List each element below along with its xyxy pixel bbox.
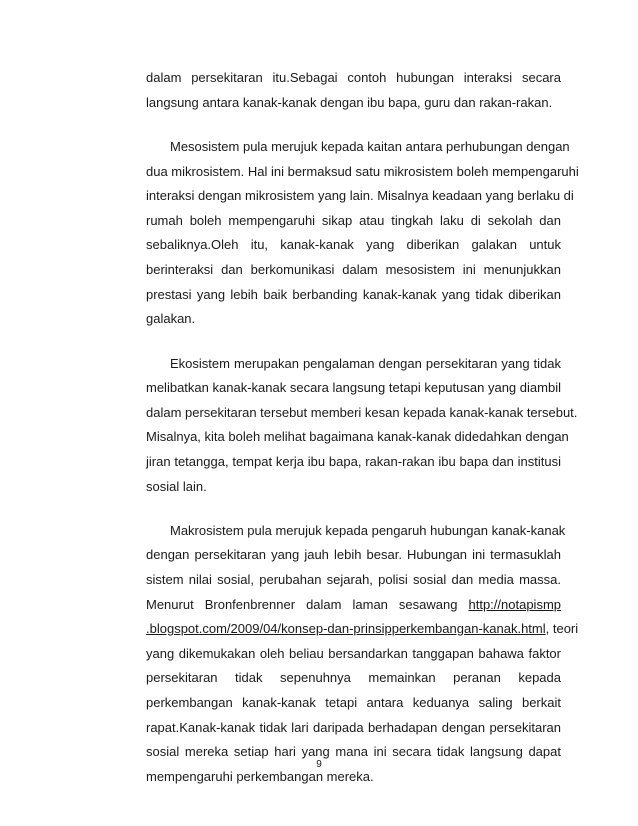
text-line: prestasi yang lebih baik berbanding kanak-kanak yang tidak diberikan — [146, 286, 561, 302]
text-line: sosial lain. — [146, 478, 207, 494]
text-line — [146, 593, 561, 618]
text-line: dua mikrosistem. Hal ini bermaksud satu mikrosistem boleh mempengaruhi — [146, 163, 579, 179]
text-line: dalam persekitaran tersebut memberi kesan kepada kanak-kanak tersebut. — [146, 404, 578, 420]
text-line: sebaliknya.Oleh itu, kanak-kanak yang diberikan galakan untuk — [146, 237, 561, 253]
text-line: Makrosistem pula merujuk kepada pengaruh hubungan kanak-kanak — [170, 522, 566, 538]
text-line: sistem nilai sosial, perubahan sejarah, polisi sosial dan media massa. — [146, 572, 561, 588]
page-number: 9 — [316, 759, 322, 770]
text-line: dengan persekitaran yang jauh lebih besar. Hubungan ini termasuklah — [146, 547, 561, 563]
text-line: dalam persekitaran itu.Sebagai contoh hubungan interaksi secara — [146, 70, 561, 85]
reference-url-link-part1[interactable]: http://notapismp — [468, 596, 561, 612]
text-line: Mesosistem pula merujuk kepada kaitan antara perhubungan dengan — [170, 138, 570, 154]
text-line: rapat.Kanak-kanak tidak lari daripada berhadapan dengan persekitaran — [146, 719, 561, 735]
text-line: jiran tetangga, tempat kerja ibu bapa, rakan-rakan ibu bapa dan institusi — [146, 453, 561, 469]
text-line: Misalnya, kita boleh melihat bagaimana kanak-kanak didedahkan dengan — [146, 429, 569, 445]
text-line: sosial mereka setiap hari yang mana ini secara tidak langsung dapat — [146, 744, 561, 760]
body-text — [146, 66, 579, 789]
text-segment: , teori — [545, 621, 579, 637]
text-segment: Menurut Bronfenbrenner dalam laman sesawang — [146, 596, 469, 612]
text-line: perkembangan kanak-kanak tetapi antara keduanya saling berkait — [146, 695, 561, 711]
text-line — [146, 617, 579, 642]
text-line: langsung antara kanak-kanak dengan ibu bapa, guru dan rakan-rakan. — [146, 94, 553, 110]
text-line: melibatkan kanak-kanak secara langsung tetapi keputusan yang diambil — [146, 380, 561, 396]
text-line: mempengaruhi perkembangan mereka. — [146, 768, 374, 784]
text-line: rumah boleh mempengaruhi sikap atau tingkah laku di sekolah dan — [146, 212, 561, 228]
paragraph-ekosistem — [146, 352, 578, 500]
paragraph-makrosistem — [146, 519, 579, 790]
text-line: galakan. — [146, 311, 196, 327]
paragraph-mikrosistem-continued — [146, 66, 561, 115]
text-line: persekitaran tidak sepenuhnya memainkan peranan kepada — [146, 670, 561, 686]
text-line: interaksi dengan mikrosistem yang lain. Misalnya keadaan yang berlaku di — [146, 188, 574, 204]
text-line: berinteraksi dan berkomunikasi dalam mesosistem ini menunjukkan — [146, 261, 561, 277]
text-line: Ekosistem merupakan pengalaman dengan persekitaran yang tidak — [170, 355, 561, 371]
reference-url-link-part2[interactable]: .blogspot.com/2009/04/konsep-dan-prinsipperkembangan-kanak.html — [146, 621, 546, 637]
paragraph-mesosistem — [146, 135, 579, 332]
text-line: yang dikemukakan oleh beliau bersandarkan tanggapan bahawa faktor — [146, 645, 561, 661]
